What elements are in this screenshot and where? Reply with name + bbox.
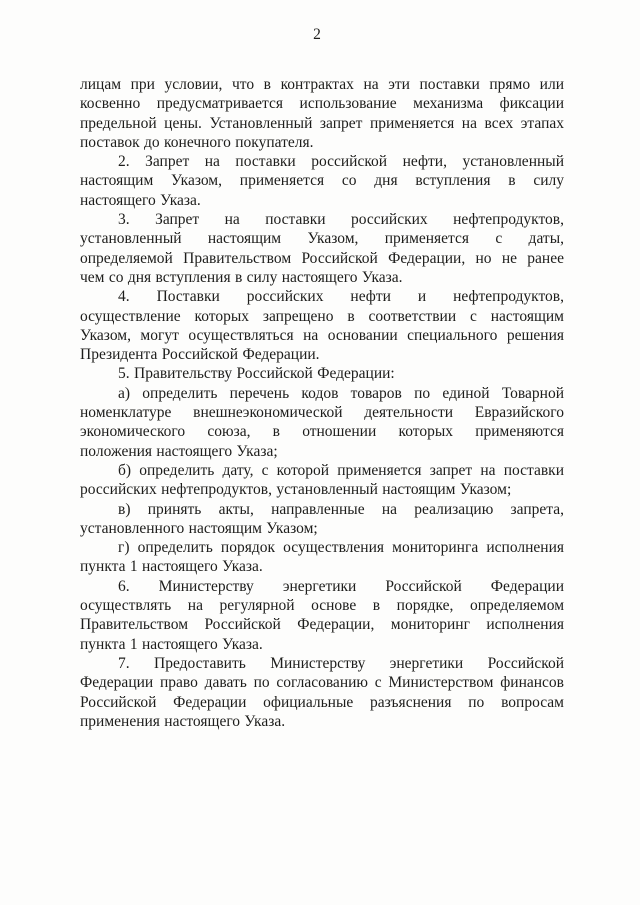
page-number: 2 — [313, 26, 321, 43]
text-line: осуществлять на регулярной основе в порядке, определяемом — [80, 597, 564, 615]
text-line: настоящим Указом, применяется со дня вступления в силу — [80, 172, 564, 190]
text-line: российских нефтепродуктов, установленный настоящим Указом; — [80, 481, 512, 499]
text-line: в) принять акты, направленные на реализацию запрета, — [118, 500, 564, 518]
paragraph — [80, 500, 564, 539]
paragraph — [80, 577, 564, 654]
text-line: 7. Предоставить Министерству энергетики Российской — [118, 654, 564, 672]
text-line: пункта 1 настоящего Указа. — [80, 635, 263, 653]
text-line: Правительством Российской Федерации, мониторинг исполнения — [80, 616, 564, 634]
paragraph — [80, 384, 564, 461]
text-line: а) определить перечень кодов товаров по единой Товарной — [118, 384, 564, 402]
text-line: экономического союза, в отношении которых применяются — [80, 423, 564, 441]
text-line: осуществление которых запрещено в соответствии с настоящим — [80, 307, 564, 325]
paragraph — [80, 75, 564, 152]
paragraph — [80, 287, 564, 364]
text-line: поставок до конечного покупателя. — [80, 133, 314, 151]
paragraph — [80, 654, 564, 731]
text-line: 2. Запрет на поставки российской нефти, установленный — [118, 153, 564, 171]
text-line: настоящего Указа. — [80, 191, 201, 209]
text-line: б) определить дату, с которой применяется запрет на поставки — [118, 461, 564, 479]
text-line: 4. Поставки российских нефти и нефтепродуктов, — [118, 288, 564, 306]
text-line: применения настоящего Указа. — [80, 712, 286, 730]
text-line: лицам при условии, что в контрактах на эти поставки прямо или — [80, 76, 564, 93]
text-line: чем со дня вступления в силу настоящего Указа. — [80, 268, 403, 286]
text-line: г) определить порядок осуществления мониторинга исполнения — [118, 539, 564, 557]
document-body — [80, 75, 564, 731]
text-line: установленного настоящим Указом; — [80, 519, 318, 537]
paragraph — [80, 152, 564, 210]
text-line: косвенно предусматривается использование механизма фиксации — [80, 95, 564, 113]
text-line: Федерации право давать по согласованию с Министерством финансов — [80, 674, 564, 692]
text-line: определяемой Правительством Российской Федерации, но не ранее — [80, 249, 564, 267]
text-line: 5. Правительству Российской Федерации: — [118, 365, 395, 383]
text-line: положения настоящего Указа; — [80, 442, 278, 460]
text-line: 3. Запрет на поставки российских нефтепродуктов, — [118, 211, 564, 229]
paragraph — [80, 210, 564, 287]
paragraph — [80, 461, 564, 500]
text-line: установленный настоящим Указом, применяется с даты, — [80, 230, 564, 248]
text-line: пункта 1 настоящего Указа. — [80, 558, 263, 576]
text-line: Российской Федерации официальные разъяснения по вопросам — [80, 693, 564, 711]
text-line: номенклатуре внешнеэкономической деятельности Евразийского — [80, 404, 564, 422]
text-line: предельной цены. Установленный запрет применяется на всех этапах — [80, 114, 564, 132]
text-line: Президента Российской Федерации. — [80, 346, 320, 364]
text-line: Указом, могут осуществляться на основании специального решения — [80, 326, 564, 344]
paragraph — [80, 364, 564, 383]
paragraph — [80, 538, 564, 577]
text-line: 6. Министерству энергетики Российской Федерации — [118, 577, 564, 595]
